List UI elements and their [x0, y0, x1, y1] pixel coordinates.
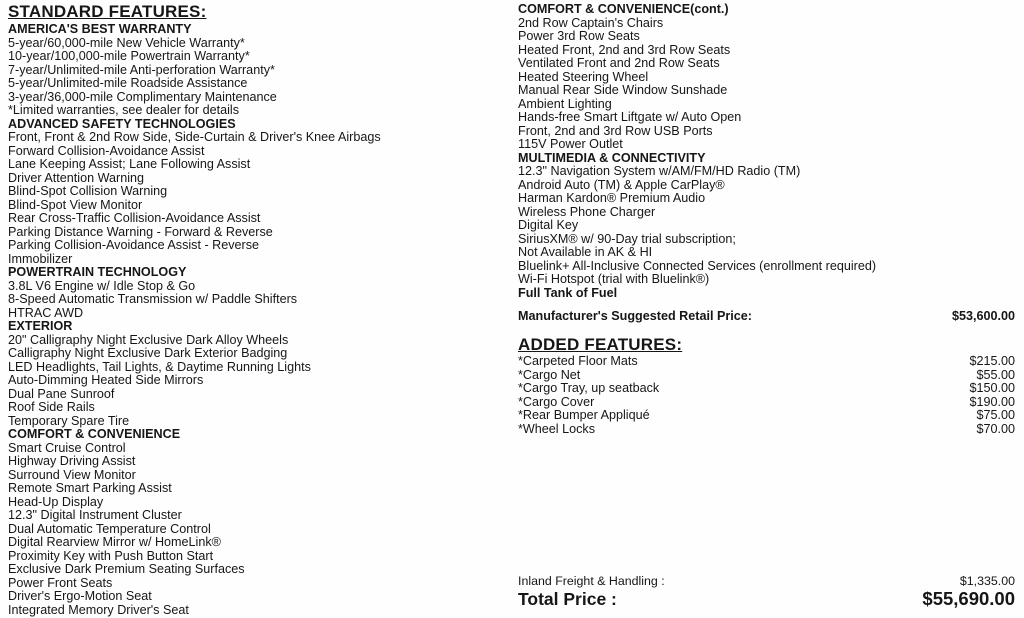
feature-line: Wireless Phone Charger — [518, 204, 656, 219]
feature-line: MULTIMEDIA & CONNECTIVITY — [518, 150, 706, 165]
added-feature-label: *Cargo Net — [518, 367, 581, 382]
feature-line: Proximity Key with Push Button Start — [8, 548, 214, 563]
feature-line: Manual Rear Side Window Sunshade — [518, 83, 728, 97]
feature-line: Dual Automatic Temperature Control — [8, 521, 211, 536]
added-feature-row — [518, 355, 1015, 369]
feature-line: Power 3rd Row Seats — [518, 29, 640, 43]
feature-line: Android Auto (TM) & Apple CarPlay® — [518, 177, 725, 192]
feature-line: 115V Power Outlet — [518, 137, 623, 151]
feature-line: Digital Key — [518, 218, 579, 232]
standard-features-list — [8, 23, 510, 617]
added-feature-row — [518, 409, 1015, 423]
feature-line: LED Headlights, Tail Lights, & Daytime Running Lights — [8, 359, 311, 374]
feature-line: *Limited warranties, see dealer for details — [8, 103, 239, 117]
total-price-value: $55,690.00 — [922, 588, 1015, 609]
added-feature-label: *Cargo Cover — [518, 394, 595, 409]
feature-line: Rear Cross-Traffic Collision-Avoidance Assist — [8, 211, 261, 225]
added-feature-label: *Wheel Locks — [518, 421, 595, 436]
feature-line: Calligraphy Night Exclusive Dark Exterior Badging — [8, 346, 288, 360]
feature-line: Parking Distance Warning - Forward & Reverse — [8, 224, 273, 239]
total-price-row — [518, 588, 1015, 610]
added-feature-price: $70.00 — [976, 421, 1015, 436]
feature-line: COMFORT & CONVENIENCE — [8, 427, 181, 441]
added-feature-price: $55.00 — [976, 367, 1015, 382]
freight-value: $1,335.00 — [959, 574, 1015, 588]
added-feature-price: $215.00 — [969, 354, 1015, 368]
standard-features-column — [8, 3, 510, 617]
feature-line: Driver Attention Warning — [8, 170, 145, 185]
feature-line: 12.3" Navigation System w/AM/FM/HD Radio (TM) — [518, 164, 801, 178]
feature-line: Front, 2nd and 3rd Row USB Ports — [518, 123, 713, 138]
feature-line: Blind-Spot View Monitor — [8, 197, 143, 212]
feature-line: Lane Keeping Assist; Lane Following Assist — [8, 157, 251, 171]
feature-line: Heated Front, 2nd and 3rd Row Seats — [518, 42, 731, 57]
feature-line: Head-Up Display — [8, 494, 104, 509]
feature-line: Temporary Spare Tire — [8, 413, 130, 428]
feature-line: HTRAC AWD — [8, 305, 84, 320]
feature-line: Forward Collision-Avoidance Assist — [8, 143, 205, 158]
feature-line: 3-year/36,000-mile Complimentary Maintenance — [8, 89, 277, 104]
comfort-pricing-column — [518, 3, 1015, 436]
added-features-list — [518, 355, 1015, 436]
feature-line: 5-year/Unlimited-mile Roadside Assistance — [8, 76, 248, 90]
added-feature-label: *Carpeted Floor Mats — [518, 354, 638, 368]
feature-line: EXTERIOR — [8, 319, 73, 333]
added-feature-row — [518, 369, 1015, 383]
feature-line: Dual Pane Sunroof — [8, 386, 115, 401]
feature-line: SiriusXM® w/ 90-Day trial subscription; — [518, 231, 736, 246]
msrp-row — [518, 309, 1015, 323]
added-feature-row — [518, 396, 1015, 410]
feature-line: Smart Cruise Control — [8, 440, 126, 455]
feature-line: Full Tank of Fuel — [518, 285, 618, 300]
feature-line: Bluelink+ All-Inclusive Connected Services (enrollment required) — [518, 258, 877, 273]
feature-line: Power Front Seats — [8, 575, 113, 590]
feature-line: Auto-Dimming Heated Side Mirrors — [8, 373, 204, 387]
feature-line: Integrated Memory Driver's Seat — [8, 602, 189, 617]
feature-line: 5-year/60,000-mile New Vehicle Warranty* — [8, 35, 245, 50]
feature-line: Harman Kardon® Premium Audio — [518, 191, 706, 205]
feature-line: Immobilizer — [8, 251, 73, 266]
comfort-multimedia-list — [518, 3, 1015, 300]
feature-line: Roof Side Rails — [8, 400, 95, 414]
feature-line: Parking Collision-Avoidance Assist - Reverse — [8, 238, 260, 252]
feature-line: Hands-free Smart Liftgate w/ Auto Open — [518, 110, 742, 124]
totals-block — [518, 574, 1015, 610]
feature-line: 7-year/Unlimited-mile Anti-perforation Warranty* — [8, 62, 275, 77]
feature-line: POWERTRAIN TECHNOLOGY — [8, 265, 187, 279]
msrp-label: Manufacturer's Suggested Retail Price: — [518, 309, 752, 323]
freight-row — [518, 574, 1015, 588]
feature-line: 20" Calligraphy Night Exclusive Dark Alloy Wheels — [8, 332, 289, 347]
total-price-label: Total Price : — [518, 589, 617, 609]
added-feature-price: $190.00 — [969, 394, 1015, 409]
feature-line: Remote Smart Parking Assist — [8, 481, 172, 495]
feature-line: COMFORT & CONVENIENCE(cont.) — [518, 2, 729, 16]
added-features-title: ADDED FEATURES: — [518, 335, 683, 354]
freight-label: Inland Freight & Handling : — [518, 574, 665, 588]
feature-line: Not Available in AK & HI — [518, 245, 653, 259]
feature-line: Front, Front & 2nd Row Side, Side-Curtain & Driver's Knee Airbags — [8, 130, 381, 144]
feature-line: Exclusive Dark Premium Seating Surfaces — [8, 562, 245, 576]
feature-line: Ambient Lighting — [518, 96, 612, 111]
feature-line: 2nd Row Captain's Chairs — [518, 15, 664, 30]
feature-line: Wi-Fi Hotspot (trial with Bluelink®) — [518, 272, 710, 286]
feature-line: Heated Steering Wheel — [518, 69, 649, 84]
feature-line: Digital Rearview Mirror w/ HomeLink® — [8, 535, 221, 549]
added-feature-label: *Cargo Tray, up seatback — [518, 381, 660, 395]
msrp-value: $53,600.00 — [951, 309, 1015, 323]
feature-line: 3.8L V6 Engine w/ Idle Stop & Go — [8, 278, 196, 293]
added-feature-price: $75.00 — [976, 408, 1015, 422]
added-feature-label: *Rear Bumper Appliqué — [518, 408, 650, 422]
feature-line: 10-year/100,000-mile Powertrain Warranty* — [8, 49, 250, 63]
feature-line: Surround View Monitor — [8, 467, 136, 482]
feature-line: AMERICA'S BEST WARRANTY — [8, 22, 192, 36]
feature-line: 12.3" Digital Instrument Cluster — [8, 508, 182, 522]
feature-line: Ventilated Front and 2nd Row Seats — [518, 56, 720, 70]
added-feature-row — [518, 382, 1015, 396]
added-feature-row — [518, 423, 1015, 437]
feature-line: Highway Driving Assist — [8, 454, 136, 468]
feature-line: 8-Speed Automatic Transmission w/ Paddle Shifters — [8, 292, 298, 306]
added-feature-price: $150.00 — [969, 381, 1015, 395]
feature-line: Blind-Spot Collision Warning — [8, 184, 168, 198]
standard-features-title: STANDARD FEATURES: — [8, 2, 207, 21]
feature-line: ADVANCED SAFETY TECHNOLOGIES — [8, 116, 236, 131]
feature-line: Driver's Ergo-Motion Seat — [8, 589, 152, 603]
